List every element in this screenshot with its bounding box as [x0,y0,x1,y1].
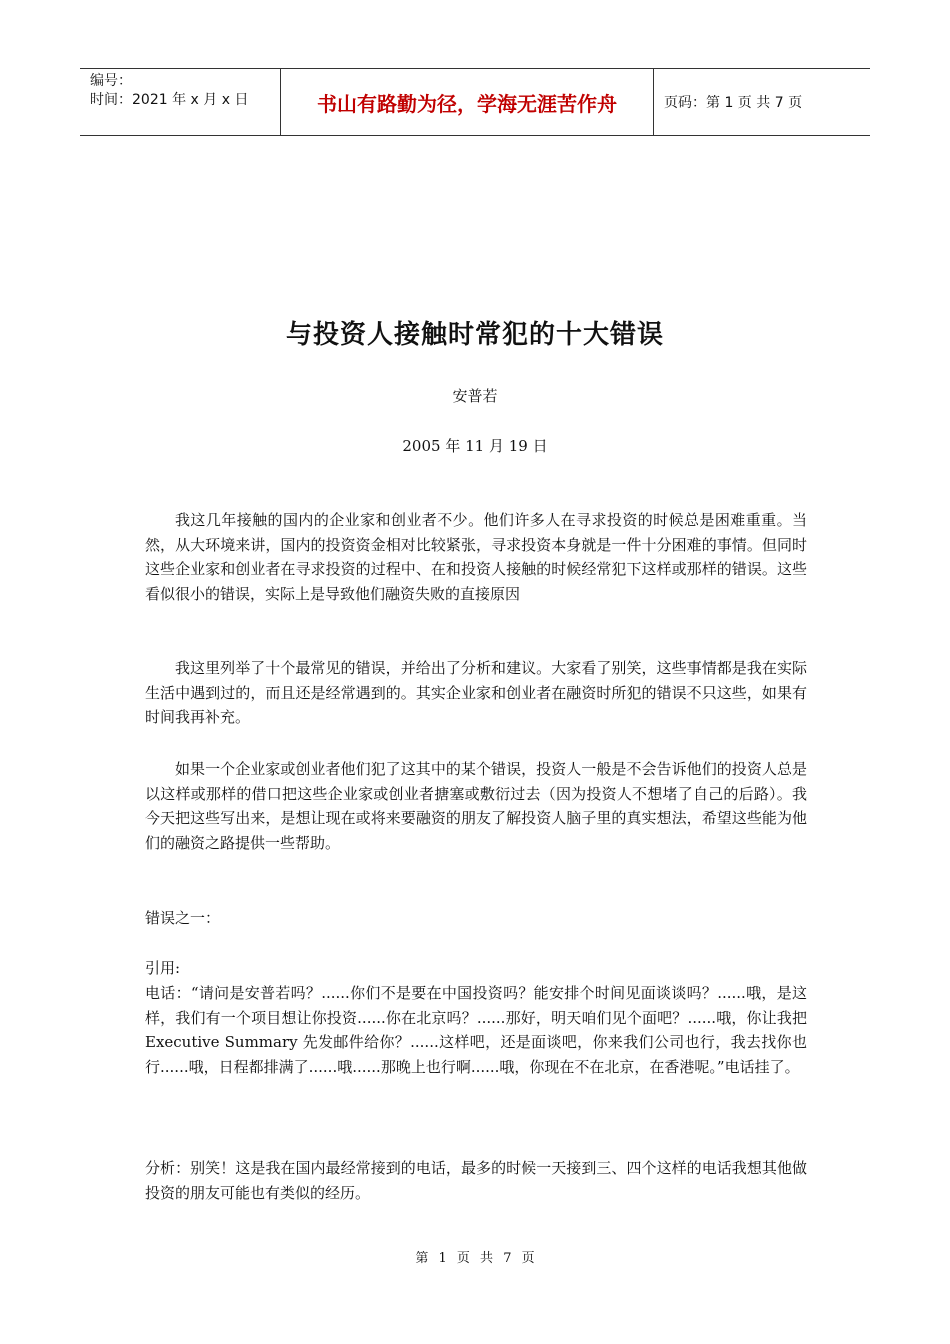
page-footer: 第 1 页 共 7 页 [415,1251,535,1266]
paragraph-list-intro: 我这里列举了十个最常见的错误，并给出了分析和建议。大家看了别笑，这些事情都是我在实际生活中遇到过的，而且还是经常遇到的。其实企业家和创业者在融资时所犯的错误不只这些，如果有时间我再补充。 [145,659,807,726]
page-header [80,68,870,136]
paragraph-intro: 我这几年接触的国内的企业家和创业者不少。他们许多人在寻求投资的时候总是困难重重。当然，从大环境来讲，国内的投资资金相对比较紧张，寻求投资本身就是一件十分困难的事情。但同时这些企业家和创业者在寻求投资的过程中、在和投资人接触的时候经常犯下这样或那样的错误。这些看似很小的错误，实际上是导致他们融资失败的直接原因 [145,511,807,603]
header-meta [80,69,281,135]
document-number-label: 编号： [90,73,132,89]
header-page-info: 页码：第 1 页 共 7 页 [664,95,803,111]
document-title: 与投资人接触时常犯的十大错误 [285,320,664,350]
header-motto: 书山有路勤为径，学海无涯苦作舟 [281,69,654,135]
paragraph-purpose: 如果一个企业家或创业者他们犯了这其中的某个错误，投资人一般是不会告诉他们的投资人总是以这样或那样的借口把这些企业家或创业者搪塞或敷衍过去（因为投资人不想堵了自己的后路）。我今天把这些写出来，是想让现在或将来要融资的朋友了解投资人脑子里的真实想法，希望这些能为他们的融资之路提供一些帮助。 [145,760,807,852]
analysis-paragraph: 分析：别笑！这是我在国内最经常接到的电话，最多的时候一天接到三、四个这样的电话我想其他做投资的朋友可能也有类似的经历。 [145,1159,807,1202]
document-time-label: 时间：2021 年 x 月 x 日 [90,92,249,108]
document-author: 安普若 [452,387,498,405]
mistake-heading: 错误之一： [145,909,221,927]
quote-text: 电话：“请问是安普若吗？......你们不是要在中国投资吗？能安排个时间见面谈谈吗？......哦，是这样，我们有一个项目想让你投资......你在北京吗？......那好，明天咱们见个面吧？......哦，你让我把 Executive Summary 先发邮件给你？......这样吧，还是面谈吧，你来我们公司也行，我去找你也行......哦，日程都排满了......哦......那晚上也行啊......哦，你现在不在北京，在香港呢。”电话挂了。 [145,984,807,1076]
document-date: 2005 年 11 月 19 日 [402,437,548,455]
quote-label: 引用: [145,959,181,977]
